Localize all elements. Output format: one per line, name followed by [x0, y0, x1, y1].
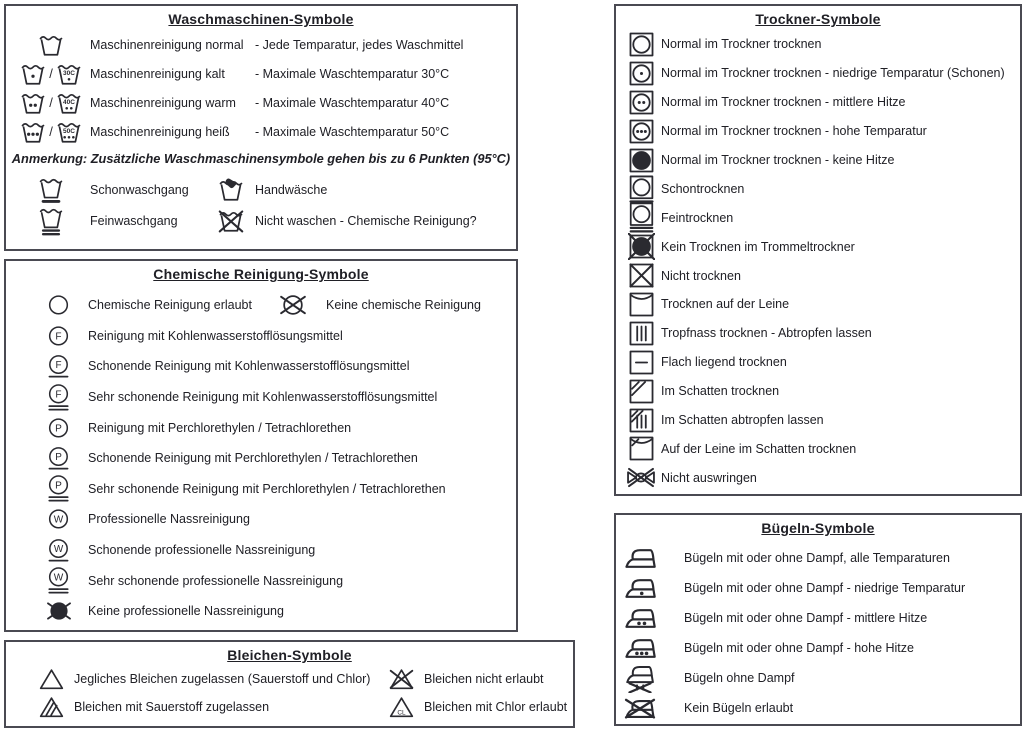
symbol-icons	[624, 465, 658, 490]
iron-symbol-row	[616, 663, 1020, 693]
symbol-label: Keine professionelle Nassreinigung	[88, 604, 284, 619]
wash-symbol-row	[6, 88, 516, 117]
bleach-rows	[6, 665, 573, 721]
wash-symbol-row	[6, 117, 516, 146]
dryer-symbol-row	[616, 232, 1020, 261]
symbol-icons	[46, 508, 71, 530]
iron-rows	[616, 543, 1020, 723]
svg-text:F: F	[55, 360, 62, 372]
iron-crossed-icon	[624, 698, 656, 719]
symbol-icons	[624, 60, 658, 87]
line-dry-icon	[628, 291, 655, 318]
dryer-symbol-row	[616, 117, 1020, 146]
symbol-icons	[207, 177, 255, 202]
wash-symbol-row	[6, 30, 516, 59]
symbol-icons	[624, 147, 658, 174]
washtub-hand-icon	[218, 177, 244, 202]
triangle-icon	[39, 668, 64, 690]
tumble-3dot-icon	[628, 118, 655, 145]
dryer-symbol-row	[616, 146, 1020, 175]
svg-text:F: F	[55, 331, 62, 343]
washtub-1dot-icon	[20, 61, 46, 86]
symbol-icons	[6, 175, 90, 204]
symbol-label: Bügeln mit oder ohne Dampf - mittlere Hitze	[684, 611, 928, 625]
washtub-icon	[38, 32, 64, 57]
svg-text:CL: CL	[396, 709, 406, 717]
shade-drip-dry-icon	[628, 407, 655, 434]
symbol-label: Feinwaschgang	[90, 213, 178, 228]
tumble-u1-icon	[628, 174, 655, 204]
dryer-symbol-row	[616, 30, 1020, 59]
symbol-icons	[624, 89, 658, 116]
dryer-symbol-row	[616, 348, 1020, 377]
symbol-icons	[46, 446, 71, 471]
dryclean-symbol-row	[6, 290, 516, 321]
symbol-icons	[46, 566, 71, 595]
iron-1dot-icon	[624, 577, 657, 599]
symbol-icons	[622, 698, 658, 719]
triangle-crossed-icon	[389, 668, 414, 690]
svg-text:W: W	[53, 572, 64, 584]
dryer-symbol-row	[616, 261, 1020, 290]
symbol-icons	[6, 32, 90, 57]
wash-symbol-row	[6, 174, 516, 205]
svg-text:40C: 40C	[62, 98, 75, 106]
circle-w-icon	[47, 508, 70, 530]
triangle-cl-icon	[389, 696, 414, 718]
symbol-icons	[624, 378, 658, 405]
symbol-label: Bügeln mit oder ohne Dampf, alle Temparaturen	[684, 551, 950, 565]
dryer-rows	[616, 30, 1020, 492]
triangle-stripes-icon	[39, 696, 64, 718]
shade-dry-icon	[628, 378, 655, 405]
no-wring-icon	[626, 465, 656, 490]
dryclean-symbols-panel	[4, 259, 518, 632]
symbol-icons	[624, 435, 658, 462]
tumble-icon	[628, 31, 655, 58]
symbol-icons	[46, 354, 71, 379]
slash-separator: /	[49, 124, 53, 139]
dryclean-rows	[6, 290, 516, 627]
washtub-crossed-icon	[218, 208, 244, 233]
dryer-panel-title: Trockner-Symbole	[755, 11, 881, 27]
symbol-label: Bleichen mit Chlor erlaubt	[424, 700, 568, 714]
dryer-symbol-row	[616, 463, 1020, 492]
symbol-icons	[46, 538, 71, 563]
symbol-label: Keine chemische Reinigung	[326, 298, 481, 313]
symbol-icons	[46, 325, 71, 347]
symbol-description: - Maximale Waschtemparatur 50°C	[255, 124, 450, 139]
symbol-label: Jegliches Bleichen zugelassen (Sauerstoff und Chlor)	[74, 672, 371, 686]
svg-text:F: F	[55, 388, 62, 400]
symbol-icons	[624, 233, 658, 260]
circle-f-u2-icon	[47, 383, 70, 412]
dryer-symbol-row	[616, 174, 1020, 203]
symbol-label: Handwäsche	[255, 182, 328, 197]
symbol-label: Sehr schonende professionelle Nassreinigung	[88, 573, 344, 588]
bleach-symbol-row	[6, 665, 573, 693]
iron-2dot-icon	[624, 607, 657, 629]
wash-symbols-panel	[4, 4, 518, 251]
wash-panel-title: Waschmaschinen-Symbole	[168, 11, 354, 27]
symbol-name: Maschinenreinigung kalt	[90, 66, 225, 81]
wash-symbol-row	[6, 205, 516, 236]
symbol-label: Feintrocknen	[661, 210, 734, 225]
symbol-name: Maschinenreinigung warm	[90, 95, 236, 110]
symbol-description: - Jede Temparatur, jedes Waschmittel	[255, 37, 464, 52]
symbol-icons	[622, 637, 658, 659]
bleach-symbol-row	[6, 693, 573, 721]
tumble-crossed-icon	[628, 233, 655, 260]
dryer-symbol-row	[616, 290, 1020, 319]
washtub-3dot-icon	[20, 119, 46, 144]
svg-text:W: W	[53, 514, 64, 526]
symbol-label: Flach liegend trocknen	[661, 355, 787, 370]
circle-w-u2-icon	[47, 566, 70, 595]
washtub-2dot-icon	[20, 90, 46, 115]
iron-symbol-row	[616, 693, 1020, 723]
symbol-icons	[624, 320, 658, 347]
symbol-label: Normal im Trockner trocknen - keine Hitze	[661, 153, 895, 167]
symbol-label: Schonende professionelle Nassreinigung	[88, 543, 316, 558]
symbol-description: - Maximale Waschtemparatur 30°C	[255, 66, 450, 81]
washtub-50c-icon	[56, 119, 82, 144]
iron-symbol-row	[616, 603, 1020, 633]
dryclean-symbol-row	[6, 596, 516, 627]
tumble-1dot-icon	[628, 60, 655, 87]
symbol-description: - Maximale Waschtemparatur 40°C	[255, 95, 450, 110]
symbol-label: Reinigung mit Perchlorethylen / Tetrachlorethen	[88, 420, 352, 435]
washtub-30c-icon	[56, 61, 82, 86]
dryer-symbols-panel	[614, 4, 1022, 496]
symbol-label: Schonende Reinigung mit Perchlorethylen / Tetrachlorethen	[88, 451, 418, 466]
symbol-label: Bügeln mit oder ohne Dampf - hohe Hitze	[684, 641, 914, 655]
square-crossed-icon	[628, 262, 655, 289]
dryclean-symbol-row	[6, 565, 516, 596]
iron-symbol-row	[616, 633, 1020, 663]
dryclean-symbol-row	[6, 412, 516, 443]
symbol-name: Maschinenreinigung heiß	[90, 124, 230, 139]
symbol-label: Normal im Trockner trocknen	[661, 37, 822, 52]
symbol-icons	[46, 600, 71, 622]
svg-text:30C: 30C	[62, 69, 75, 77]
symbol-icons	[6, 90, 90, 115]
circle-p-u2-icon	[47, 474, 70, 503]
symbol-icons	[624, 201, 658, 234]
symbol-label: Schonwaschgang	[90, 182, 189, 197]
symbol-icons	[207, 208, 255, 233]
tumble-2dot-icon	[628, 89, 655, 116]
dryer-symbol-row	[616, 434, 1020, 463]
dryer-symbol-row	[616, 377, 1020, 406]
tumble-filled-icon	[628, 147, 655, 174]
slash-separator: /	[49, 66, 53, 81]
svg-text:P: P	[55, 451, 62, 463]
iron-panel-title: Bügeln-Symbole	[761, 520, 875, 536]
iron-symbol-row	[616, 573, 1020, 603]
symbol-label: Schonende Reinigung mit Kohlenwasserstofflösungsmittel	[88, 359, 410, 374]
symbol-icons	[622, 607, 658, 629]
symbol-icons	[624, 291, 658, 318]
symbol-icons	[624, 262, 658, 289]
dryclean-symbol-row	[6, 535, 516, 566]
circle-p-u1-icon	[47, 446, 70, 471]
symbol-label: Bleichen mit Sauerstoff zugelassen	[74, 700, 270, 714]
dryer-symbol-row	[616, 59, 1020, 88]
symbol-label: Trocknen auf der Leine	[661, 297, 790, 312]
symbol-label: Bügeln ohne Dampf	[684, 671, 795, 685]
symbol-icons	[624, 174, 658, 204]
symbol-name: Maschinenreinigung normal	[90, 37, 244, 52]
symbol-label: Normal im Trockner trocknen - mittlere Hitze	[661, 95, 906, 110]
circle-empty-icon	[47, 294, 70, 316]
wash-symbol-row	[6, 59, 516, 88]
washtub-40c-icon	[56, 90, 82, 115]
flat-dry-icon	[628, 349, 655, 376]
washtub-gentle-icon	[38, 175, 64, 204]
circle-crossed-icon	[279, 293, 307, 317]
dryer-symbol-row	[616, 319, 1020, 348]
shade-line-dry-icon	[628, 435, 655, 462]
slash-separator: /	[49, 95, 53, 110]
circle-filled-crossed-icon	[46, 600, 72, 622]
circle-p-icon	[47, 417, 70, 439]
symbol-label: Schontrocknen	[661, 181, 745, 196]
symbol-icons	[46, 417, 71, 439]
svg-text:P: P	[55, 423, 62, 435]
symbol-icons	[273, 293, 313, 317]
symbol-label: Nicht trocknen	[661, 268, 741, 283]
dryclean-symbol-row	[6, 443, 516, 474]
symbol-label: Nicht auswringen	[661, 470, 757, 485]
symbol-label: Chemische Reinigung erlaubt	[88, 298, 252, 313]
symbol-label: Normal im Trockner trocknen - niedrige Temparatur (Schonen)	[661, 66, 1005, 81]
iron-icon	[624, 547, 657, 569]
symbol-label: Kein Trocknen im Trommeltrockner	[661, 239, 855, 254]
symbol-icons	[622, 547, 658, 569]
wash-extra-rows	[6, 174, 516, 236]
bleach-panel-title: Bleichen-Symbole	[227, 647, 352, 663]
symbol-icons	[6, 119, 90, 144]
symbol-icons	[386, 668, 416, 690]
iron-symbol-row	[616, 543, 1020, 573]
symbol-label: Im Schatten trocknen	[661, 384, 780, 399]
symbol-label: Bügeln mit oder ohne Dampf - niedrige Temparatur	[684, 581, 966, 595]
dryclean-panel-title: Chemische Reinigung-Symbole	[153, 266, 369, 282]
symbol-icons	[624, 349, 658, 376]
symbol-label: Normal im Trockner trocknen - hohe Temparatur	[661, 124, 927, 139]
symbol-label: Tropfnass trocknen - Abtropfen lassen	[661, 326, 872, 341]
dryclean-symbol-row	[6, 474, 516, 505]
symbol-icons	[624, 118, 658, 145]
dryclean-symbol-row	[6, 351, 516, 382]
iron-symbols-panel	[614, 513, 1022, 726]
symbol-icons	[46, 474, 71, 503]
symbol-label: Sehr schonende Reinigung mit Perchlorethylen / Tetrachlorethen	[88, 481, 446, 496]
symbol-icons	[46, 383, 71, 412]
symbol-label: Reinigung mit Kohlenwasserstofflösungsmittel	[88, 328, 343, 343]
wash-rows	[6, 30, 516, 146]
wash-note: Anmerkung: Zusätzliche Waschmaschinensymbole gehen bis zu 6 Punkten (95°C)	[11, 151, 511, 166]
symbol-label: Im Schatten abtropfen lassen	[661, 413, 824, 428]
svg-text:P: P	[55, 480, 62, 492]
symbol-icons	[386, 696, 416, 718]
dryer-symbol-row	[616, 88, 1020, 117]
symbol-icons	[36, 696, 66, 718]
symbol-label: Bleichen nicht erlaubt	[424, 672, 544, 686]
dryer-symbol-row	[616, 406, 1020, 435]
drip-dry-icon	[628, 320, 655, 347]
symbol-icons	[624, 407, 658, 434]
symbol-icons	[622, 577, 658, 599]
symbol-icons	[6, 61, 90, 86]
dryclean-symbol-row	[6, 321, 516, 352]
symbol-label: Professionelle Nassreinigung	[88, 512, 250, 527]
washtub-delicate-icon	[38, 205, 64, 237]
dryclean-symbol-row	[6, 504, 516, 535]
symbol-icons	[624, 31, 658, 58]
symbol-icons	[46, 294, 71, 316]
circle-f-u1-icon	[47, 354, 70, 379]
iron-no-steam-icon	[625, 664, 655, 693]
symbol-label: Kein Bügeln erlaubt	[684, 701, 794, 715]
iron-3dot-icon	[624, 637, 657, 659]
tumble-u2-icon	[628, 201, 655, 234]
dryer-symbol-row	[616, 203, 1020, 232]
symbol-label: Nicht waschen - Chemische Reinigung?	[255, 213, 477, 228]
symbol-label: Sehr schonende Reinigung mit Kohlenwasserstofflösungsmittel	[88, 390, 438, 405]
symbol-icons	[622, 664, 658, 693]
symbol-icons	[36, 668, 66, 690]
svg-text:W: W	[53, 543, 64, 555]
bleach-symbols-panel	[4, 640, 575, 728]
symbol-label: Auf der Leine im Schatten trocknen	[661, 441, 857, 456]
circle-w-u1-icon	[47, 538, 70, 563]
dryclean-symbol-row	[6, 382, 516, 413]
symbol-icons	[6, 205, 90, 237]
svg-text:50C: 50C	[62, 127, 75, 135]
circle-f-icon	[47, 325, 70, 347]
